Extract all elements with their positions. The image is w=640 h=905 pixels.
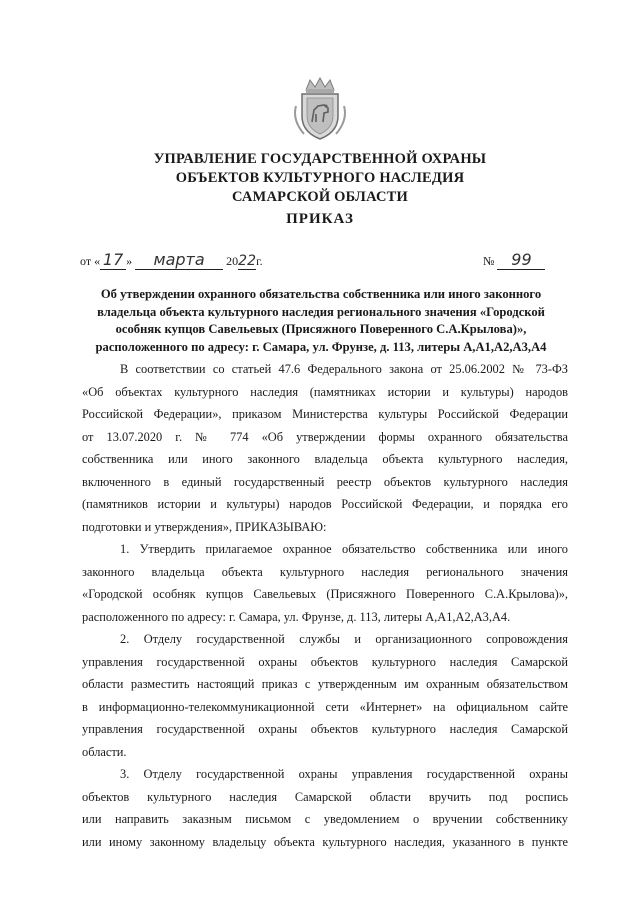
date-suffix: г. [256,254,263,268]
body-line: или направить заказным письмом с уведомлением о вручении собственнику [82,812,568,826]
organization-name [0,150,640,207]
number-value: 99 [497,250,545,270]
body-line: «Городской особняк купцов Савельевых (Присяжного Поверенного С.А.Крылова)», [82,587,568,601]
coat-of-arms-icon [288,76,352,142]
body-line: подготовки и утверждения», ПРИКАЗЫВАЮ: [82,519,327,534]
body-line: от 13.07.2020 г. № 774 «Об утверждении формы охранного обязательства [82,429,568,444]
org-line-1: УПРАВЛЕНИЕ ГОСУДАРСТВЕННОЙ ОХРАНЫ [153,151,487,167]
body-line: управления государственной охраны объектов культурного наследия Самарской [82,654,568,669]
order-number [483,250,545,270]
order-subject [76,286,566,356]
body-line: 2. Отделу государственной службы и организационного сопровождения [120,632,568,646]
subject-line: расположенного по адресу: г. Самара, ул. Фрунзе, д. 113, литеры А,А1,А2,А3,А4 [95,339,547,354]
date-year-prefix: 20 [226,254,239,268]
body-line: 1. Утвердить прилагаемое охранное обязательство собственника или иного [120,542,568,556]
body-line: В соответствии со статьей 47.6 Федерального закона от 25.06.2002 № 73-ФЗ [120,362,568,376]
date-mid: » [126,254,133,268]
body-line: собственника или иного законного владельца объекта культурного наследия, [82,452,568,466]
date-day: 17 [100,250,126,270]
org-line-2: ОБЪЕКТОВ КУЛЬТУРНОГО НАСЛЕДИЯ [175,170,465,186]
body-line: законного владельца объекта культурного наследия регионального значения [82,564,568,579]
body-line: или иному законному владельцу объекта культурного наследия, указанного в пункте [82,834,568,849]
number-prefix: № [483,254,495,268]
subject-line: Об утверждении охранного обязательства собственника или иного законного [100,287,542,301]
date-prefix: от « [80,254,101,268]
body-line: области. [82,744,127,759]
body-line: включенного в единый государственный реестр объектов культурного наследия [82,474,568,489]
date-month: марта [135,250,223,270]
body-line: объектов культурного наследия Самарской области вручить под роспись [82,789,568,804]
subject-line: владельца объекта культурного наследия регионального значения «Городской [97,304,545,319]
org-line-3: САМАРСКОЙ ОБЛАСТИ [231,189,409,205]
body-line: расположенного по адресу: г. Самара, ул. Фрунзе, д. 113, литеры А,А1,А2,А3,А4. [82,609,511,624]
body-line: (памятников истории и культуры) народов Российской Федерации, и порядка его [82,497,568,511]
body-line: управления государственной охраны объектов культурного наследия Самарской [82,722,568,736]
body-line: области разместить настоящий приказ с утвержденным им охранным обязательством [82,677,568,691]
body-line: в информационно-телекоммуникационной сети «Интернет» на официальном сайте [82,699,568,714]
subject-line: особняк купцов Савельевых (Присяжного Поверенного С.А.Крылова)», [115,322,527,336]
body-line: «Об объектах культурного наследия (памятниках истории и культуры) народов [82,384,568,399]
body-line: Российской Федерации», приказом Министерства культуры Российской Федерации [82,407,568,421]
order-date [80,250,263,270]
body-line: 3. Отделу государственной охраны управления государственной охраны [120,767,568,781]
order-body [82,358,568,853]
document-type-title: ПРИКАЗ [286,211,354,227]
date-year: 22 [238,253,256,269]
